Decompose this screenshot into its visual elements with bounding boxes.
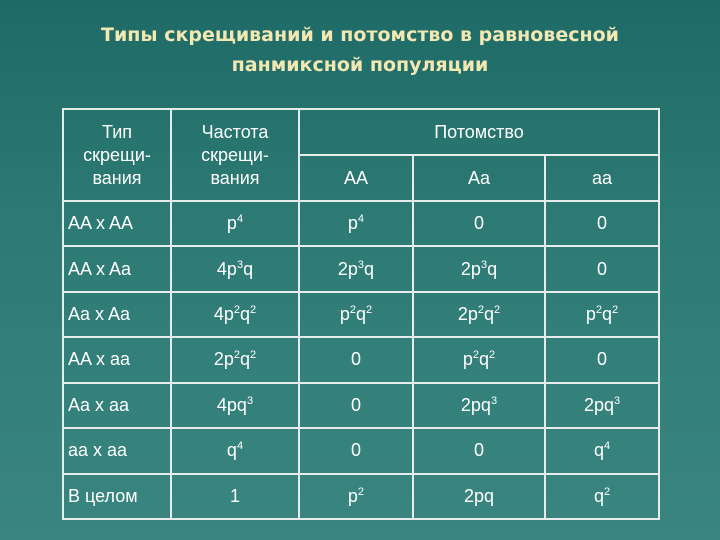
cross-type-cell: В целом	[63, 474, 171, 519]
term-base: q	[355, 304, 366, 325]
offspring-aa-cell	[545, 428, 659, 473]
table-body	[63, 201, 659, 519]
term-exponent: 2	[365, 304, 373, 317]
offspring-aa-cell	[545, 246, 659, 291]
offspring-Aa-cell	[413, 292, 545, 337]
offspring-AA-cell	[299, 474, 413, 519]
term-base: p	[347, 485, 358, 506]
term-base: 4p	[216, 258, 237, 279]
term-base: q	[478, 349, 489, 370]
header-offspring: Потомство	[299, 109, 659, 155]
offspring-Aa-cell	[413, 201, 545, 246]
term-base: q	[240, 349, 251, 370]
term-exponent: 2	[489, 349, 496, 362]
term-exponent: 3	[357, 258, 365, 271]
offspring-Aa-cell	[413, 383, 545, 428]
frequency-cell	[171, 337, 299, 382]
term-base: 2pq	[463, 485, 495, 506]
term-exponent: 3	[490, 394, 498, 407]
offspring-Aa-cell	[413, 474, 545, 519]
term-exponent: 2	[612, 304, 619, 317]
header-genotype-aa: aa	[545, 155, 659, 201]
term-base: 2p	[457, 304, 478, 325]
term-exponent: 2	[494, 304, 501, 317]
term-exponent: 2	[233, 349, 240, 362]
term-base: p	[585, 304, 596, 325]
offspring-aa-cell	[545, 474, 659, 519]
term-exponent: 2	[250, 349, 257, 362]
frequency-cell	[171, 292, 299, 337]
cross-type-cell: aa x aa	[63, 428, 171, 473]
term-base: 0	[597, 349, 608, 370]
term-base: q	[593, 440, 604, 461]
term-base: p	[226, 213, 237, 234]
term-base: 2p	[337, 258, 358, 279]
term-exponent: 4	[603, 440, 611, 453]
term-exponent: 2	[595, 304, 603, 317]
header-row	[63, 109, 659, 155]
term-base: q	[243, 258, 254, 279]
term-exponent: 3	[246, 394, 254, 407]
term-exponent: 3	[614, 394, 621, 407]
term-base: q	[487, 258, 498, 279]
term-base: 0	[350, 394, 361, 415]
table-row	[63, 246, 659, 291]
offspring-AA-cell	[299, 201, 413, 246]
term-exponent: 2	[603, 485, 611, 498]
offspring-aa-cell	[545, 201, 659, 246]
term-exponent: 4	[357, 213, 365, 226]
term-exponent: 2	[349, 304, 356, 317]
term-base: 2p	[460, 258, 481, 279]
term-base: 0	[473, 440, 484, 461]
term-base: q	[240, 304, 251, 325]
term-base: 2pq	[583, 394, 614, 415]
term-exponent: 2	[472, 349, 479, 362]
offspring-AA-cell	[299, 337, 413, 382]
term-base: 4pq	[216, 394, 247, 415]
term-exponent: 3	[236, 258, 244, 271]
offspring-AA-cell	[299, 383, 413, 428]
frequency-cell	[171, 474, 299, 519]
term-base: 0	[597, 258, 608, 279]
title-line-1: Типы скрещиваний и потомство в равновесной	[101, 24, 619, 46]
offspring-aa-cell	[545, 383, 659, 428]
term-exponent: 2	[250, 304, 257, 317]
offspring-Aa-cell	[413, 337, 545, 382]
frequency-cell	[171, 246, 299, 291]
offspring-AA-cell	[299, 428, 413, 473]
frequency-cell	[171, 201, 299, 246]
term-base: q	[602, 304, 613, 325]
term-base: q	[364, 258, 375, 279]
header-genotype-Aa: Aa	[413, 155, 545, 201]
term-base: q	[484, 304, 495, 325]
frequency-cell	[171, 428, 299, 473]
offspring-AA-cell	[299, 246, 413, 291]
offspring-aa-cell	[545, 292, 659, 337]
term-base: p	[339, 304, 350, 325]
header-genotype-AA: AA	[299, 155, 413, 201]
table-row	[63, 383, 659, 428]
term-base: q	[226, 440, 237, 461]
term-base: 0	[473, 213, 484, 234]
term-base: 1	[229, 485, 240, 506]
term-base: p	[347, 213, 358, 234]
term-base: 0	[350, 440, 361, 461]
cross-type-cell: Aa x aa	[63, 383, 171, 428]
term-exponent: 4	[236, 440, 244, 453]
term-base: 0	[597, 213, 608, 234]
table-row	[63, 201, 659, 246]
header-cross-frequency: Частота скрещи- вания	[171, 109, 299, 201]
term-exponent: 3	[480, 258, 488, 271]
term-base: 2p	[213, 349, 234, 370]
term-base: 4p	[213, 304, 234, 325]
table-row	[63, 428, 659, 473]
offspring-AA-cell	[299, 292, 413, 337]
title-line-2: панмиксной популяции	[231, 54, 489, 76]
table-row	[63, 474, 659, 519]
term-base: 2pq	[460, 394, 491, 415]
cross-type-cell: Aa x Aa	[63, 292, 171, 337]
table-row	[63, 337, 659, 382]
offspring-Aa-cell	[413, 246, 545, 291]
term-exponent: 2	[233, 304, 240, 317]
cross-type-cell: AA x Aa	[63, 246, 171, 291]
header-cross-type: Тип скрещи- вания	[63, 109, 171, 201]
crossing-table	[62, 108, 660, 520]
term-base: q	[593, 485, 604, 506]
offspring-aa-cell	[545, 337, 659, 382]
slide-title	[30, 20, 690, 80]
term-base: 0	[350, 349, 361, 370]
term-exponent: 4	[236, 213, 244, 226]
table-row	[63, 292, 659, 337]
cross-type-cell: AA x AA	[63, 201, 171, 246]
cross-type-cell: AA x aa	[63, 337, 171, 382]
term-exponent: 2	[477, 304, 484, 317]
offspring-Aa-cell	[413, 428, 545, 473]
frequency-cell	[171, 383, 299, 428]
term-exponent: 2	[357, 485, 365, 498]
term-base: p	[462, 349, 473, 370]
